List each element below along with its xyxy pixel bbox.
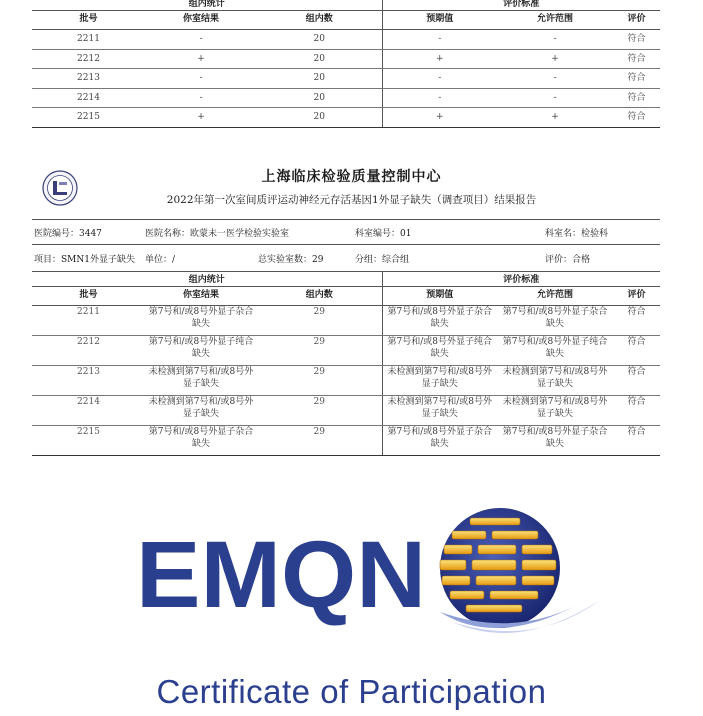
col-group-count: 组内数 bbox=[257, 287, 382, 306]
cell-batch: 2211 bbox=[32, 306, 145, 336]
cell-result: 未检测到第7号和/或8号外 显子缺失 bbox=[145, 366, 257, 396]
cell-range: 第7号和/或8号外显子杂合 缺失 bbox=[497, 306, 613, 336]
group: 分组：综合组 bbox=[355, 255, 410, 265]
col-expected: 预期值 bbox=[382, 11, 497, 30]
project: 项目：SMN1外显子缺失 bbox=[34, 255, 135, 265]
cell-result: - bbox=[145, 30, 257, 50]
total-labs: 总实验室数：29 bbox=[258, 255, 324, 265]
cell-batch: 2211 bbox=[32, 30, 145, 50]
col-your-result: 你室结果 bbox=[145, 287, 257, 306]
cell-eval: 符合 bbox=[613, 396, 660, 426]
cell-count: 29 bbox=[257, 396, 382, 426]
cell-eval: 符合 bbox=[613, 30, 660, 50]
col-group-count: 组内数 bbox=[257, 11, 382, 30]
cell-range: + bbox=[497, 108, 613, 128]
cell-range: + bbox=[497, 49, 613, 69]
cell-eval: 符合 bbox=[613, 69, 660, 89]
cell-eval: 符合 bbox=[613, 108, 660, 128]
col-batch: 批号 bbox=[32, 11, 145, 30]
cell-expected: + bbox=[382, 108, 497, 128]
cell-result: 第7号和/或8号外显子杂合 缺失 bbox=[145, 306, 257, 336]
cell-expected: 未检测到第7号和/或8号外 显子缺失 bbox=[382, 366, 497, 396]
cell-count: 20 bbox=[257, 108, 382, 128]
cell-range: - bbox=[497, 69, 613, 89]
cell-expected: 第7号和/或8号外显子杂合 缺失 bbox=[382, 306, 497, 336]
cell-result: - bbox=[145, 69, 257, 89]
cell-batch: 2213 bbox=[32, 366, 145, 396]
hospital-name: 医院名称：欧蒙未一医学检验实验室 bbox=[145, 229, 290, 239]
col-range: 允许范围 bbox=[497, 287, 613, 306]
cell-range: 第7号和/或8号外显子纯合 缺失 bbox=[497, 336, 613, 366]
cell-batch: 2212 bbox=[32, 49, 145, 69]
emqn-wordmark: EMQN bbox=[136, 522, 426, 628]
cell-eval: 符合 bbox=[613, 336, 660, 366]
cell-expected: 第7号和/或8号外显子纯合 缺失 bbox=[382, 336, 497, 366]
cell-result: 未检测到第7号和/或8号外 显子缺失 bbox=[145, 396, 257, 426]
cell-result: - bbox=[145, 88, 257, 108]
cell-batch: 2213 bbox=[32, 69, 145, 89]
unit: 单位：/ bbox=[145, 255, 176, 265]
cell-batch: 2212 bbox=[32, 336, 145, 366]
cell-count: 20 bbox=[257, 30, 382, 50]
room-id: 科室编号：01 bbox=[355, 229, 412, 239]
certificate-title: Certificate of Participation bbox=[156, 673, 547, 710]
cell-count: 20 bbox=[257, 69, 382, 89]
col-expected: 预期值 bbox=[382, 287, 497, 306]
cell-result: 第7号和/或8号外显子杂合 缺失 bbox=[145, 426, 257, 456]
cell-expected: + bbox=[382, 49, 497, 69]
group-header-criteria: 评价标准 bbox=[382, 0, 660, 11]
cell-count: 29 bbox=[257, 336, 382, 366]
group-header-stats: 组内统计 bbox=[32, 0, 382, 11]
cell-eval: 符合 bbox=[613, 426, 660, 456]
report-title: 2022年第一次室间质评运动神经元存活基因1外显子缺失（调查项目）结果报告 bbox=[166, 194, 537, 206]
cell-expected: 第7号和/或8号外显子杂合 缺失 bbox=[382, 426, 497, 456]
cell-count: 29 bbox=[257, 426, 382, 456]
col-your-result: 你室结果 bbox=[145, 11, 257, 30]
cell-result: + bbox=[145, 49, 257, 69]
cell-eval: 符合 bbox=[613, 88, 660, 108]
cell-batch: 2215 bbox=[32, 426, 145, 456]
group-header-stats: 组内统计 bbox=[32, 272, 382, 287]
cell-result: + bbox=[145, 108, 257, 128]
cell-count: 20 bbox=[257, 49, 382, 69]
cell-count: 29 bbox=[257, 306, 382, 336]
col-range: 允许范围 bbox=[497, 11, 613, 30]
cell-batch: 2214 bbox=[32, 88, 145, 108]
cell-count: 29 bbox=[257, 366, 382, 396]
cell-range: 第7号和/或8号外显子杂合 缺失 bbox=[497, 426, 613, 456]
cell-range: - bbox=[497, 88, 613, 108]
evaluation-result: 评价：合格 bbox=[545, 255, 591, 265]
cell-expected: 未检测到第7号和/或8号外 显子缺失 bbox=[382, 396, 497, 426]
cell-expected: - bbox=[382, 30, 497, 50]
col-batch: 批号 bbox=[32, 287, 145, 306]
cell-eval: 符合 bbox=[613, 49, 660, 69]
cell-range: 未检测到第7号和/或8号外 显子缺失 bbox=[497, 396, 613, 426]
cell-result: 第7号和/或8号外显子纯合 缺失 bbox=[145, 336, 257, 366]
cell-expected: - bbox=[382, 69, 497, 89]
cell-expected: - bbox=[382, 88, 497, 108]
col-evaluation: 评价 bbox=[613, 11, 660, 30]
group-header-criteria: 评价标准 bbox=[382, 272, 660, 287]
cell-batch: 2215 bbox=[32, 108, 145, 128]
cell-count: 20 bbox=[257, 88, 382, 108]
globe-icon bbox=[440, 508, 600, 633]
hospital-id: 医院编号：3447 bbox=[34, 229, 102, 239]
cell-range: 未检测到第7号和/或8号外 显子缺失 bbox=[497, 366, 613, 396]
cell-range: - bbox=[497, 30, 613, 50]
cell-eval: 符合 bbox=[613, 366, 660, 396]
room-name: 科室名：检验科 bbox=[545, 229, 609, 239]
cell-batch: 2214 bbox=[32, 396, 145, 426]
center-name: 上海临床检验质量控制中心 bbox=[261, 169, 442, 185]
col-evaluation: 评价 bbox=[613, 287, 660, 306]
cell-eval: 符合 bbox=[613, 306, 660, 336]
